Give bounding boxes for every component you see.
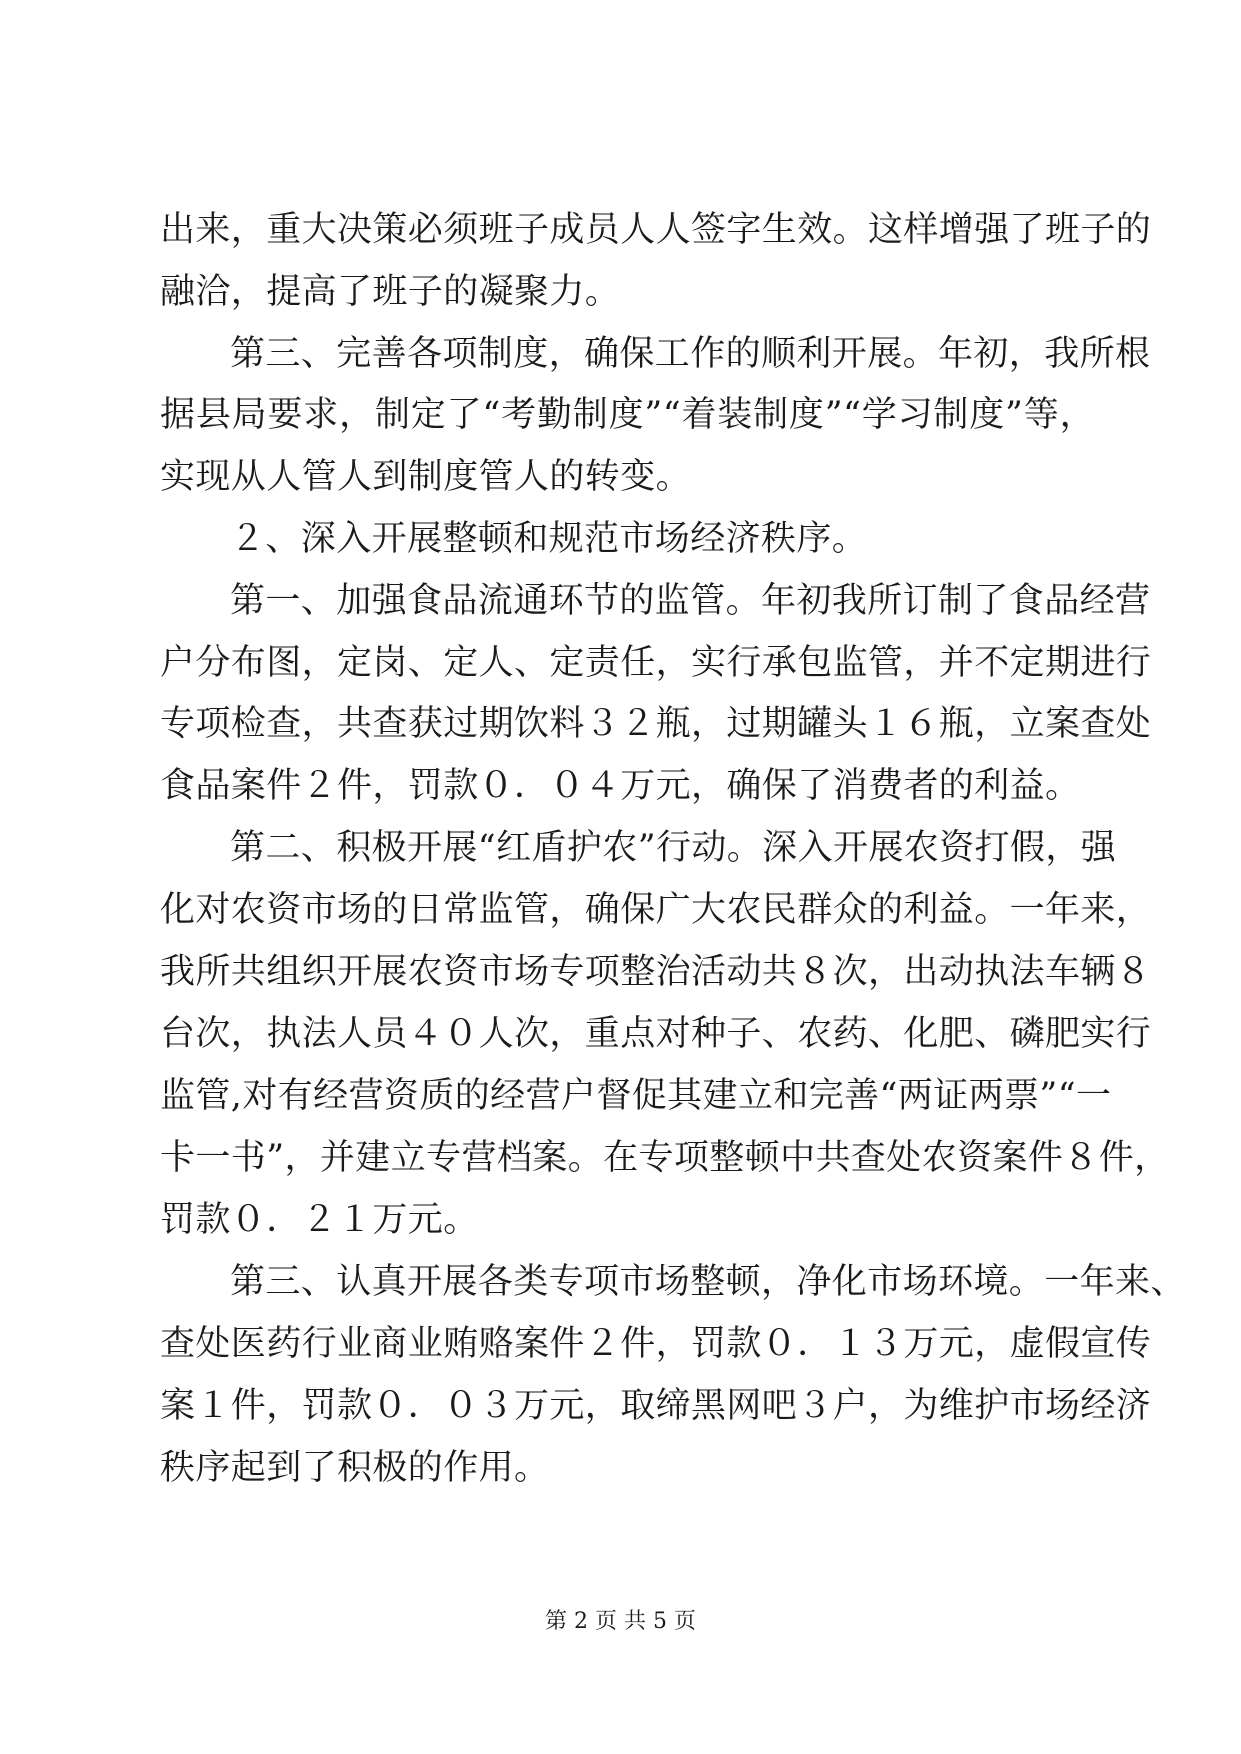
paragraph-first-line: 第三、认真开展各类专项市场整顿，净化市场环境。一年来、 xyxy=(230,1262,1186,1302)
body-text-line: 出来，重大决策必须班子成员人人签字生效。这样增强了班子的 xyxy=(160,210,1152,250)
body-text-line: 查处医药行业商业贿赂案件２件，罚款０．１３万元，虚假宣传 xyxy=(160,1324,1152,1364)
body-text-line: 罚款０．２１万元。 xyxy=(160,1200,479,1240)
body-text-line: 融洽，提高了班子的凝聚力。 xyxy=(160,272,621,312)
body-text-line: 台次，执法人员４０人次，重点对种子、农药、化肥、磷肥实行 xyxy=(160,1014,1152,1054)
paragraph-first-line: 第一、加强食品流通环节的监管。年初我所订制了食品经营 xyxy=(230,581,1151,621)
body-text-line: 秩序起到了积极的作用。 xyxy=(160,1448,550,1488)
page-number-footer: 第 2 页 共 5 页 xyxy=(545,1609,696,1634)
body-text-line: 我所共组织开展农资市场专项整治活动共８次，出动执法车辆８ xyxy=(160,952,1152,992)
body-text-line: 食品案件２件，罚款０．０４万元，确保了消费者的利益。 xyxy=(160,766,1081,806)
body-text-line: 实现从人管人到制度管人的转变。 xyxy=(160,457,692,497)
body-text-line: 卡一书”，并建立专营档案。在专项整顿中共查处农资案件８件， xyxy=(160,1138,1170,1178)
paragraph-first-line: 第三、完善各项制度，确保工作的顺利开展。年初，我所根 xyxy=(230,334,1151,374)
section-heading: ２、深入开展整顿和规范市场经济秩序。 xyxy=(230,519,868,559)
body-text-line: 案１件，罚款０．０３万元，取缔黑网吧３户，为维护市场经济 xyxy=(160,1386,1152,1426)
body-text-line: 户分布图，定岗、定人、定责任，实行承包监管，并不定期进行 xyxy=(160,643,1152,683)
paragraph-first-line: 第二、积极开展“红盾护农”行动。深入开展农资打假，强 xyxy=(230,828,1117,868)
body-text-line: 据县局要求，制定了“考勤制度”“着装制度”“学习制度”等， xyxy=(160,395,1095,435)
body-text-line: 专项检查，共查获过期饮料３２瓶，过期罐头１６瓶，立案查处 xyxy=(160,704,1152,744)
body-text-line: 监管,对有经营资质的经营户督促其建立和完善“两证两票”“一 xyxy=(160,1076,1112,1116)
body-text-line: 化对农资市场的日常监管，确保广大农民群众的利益。一年来， xyxy=(160,890,1152,930)
